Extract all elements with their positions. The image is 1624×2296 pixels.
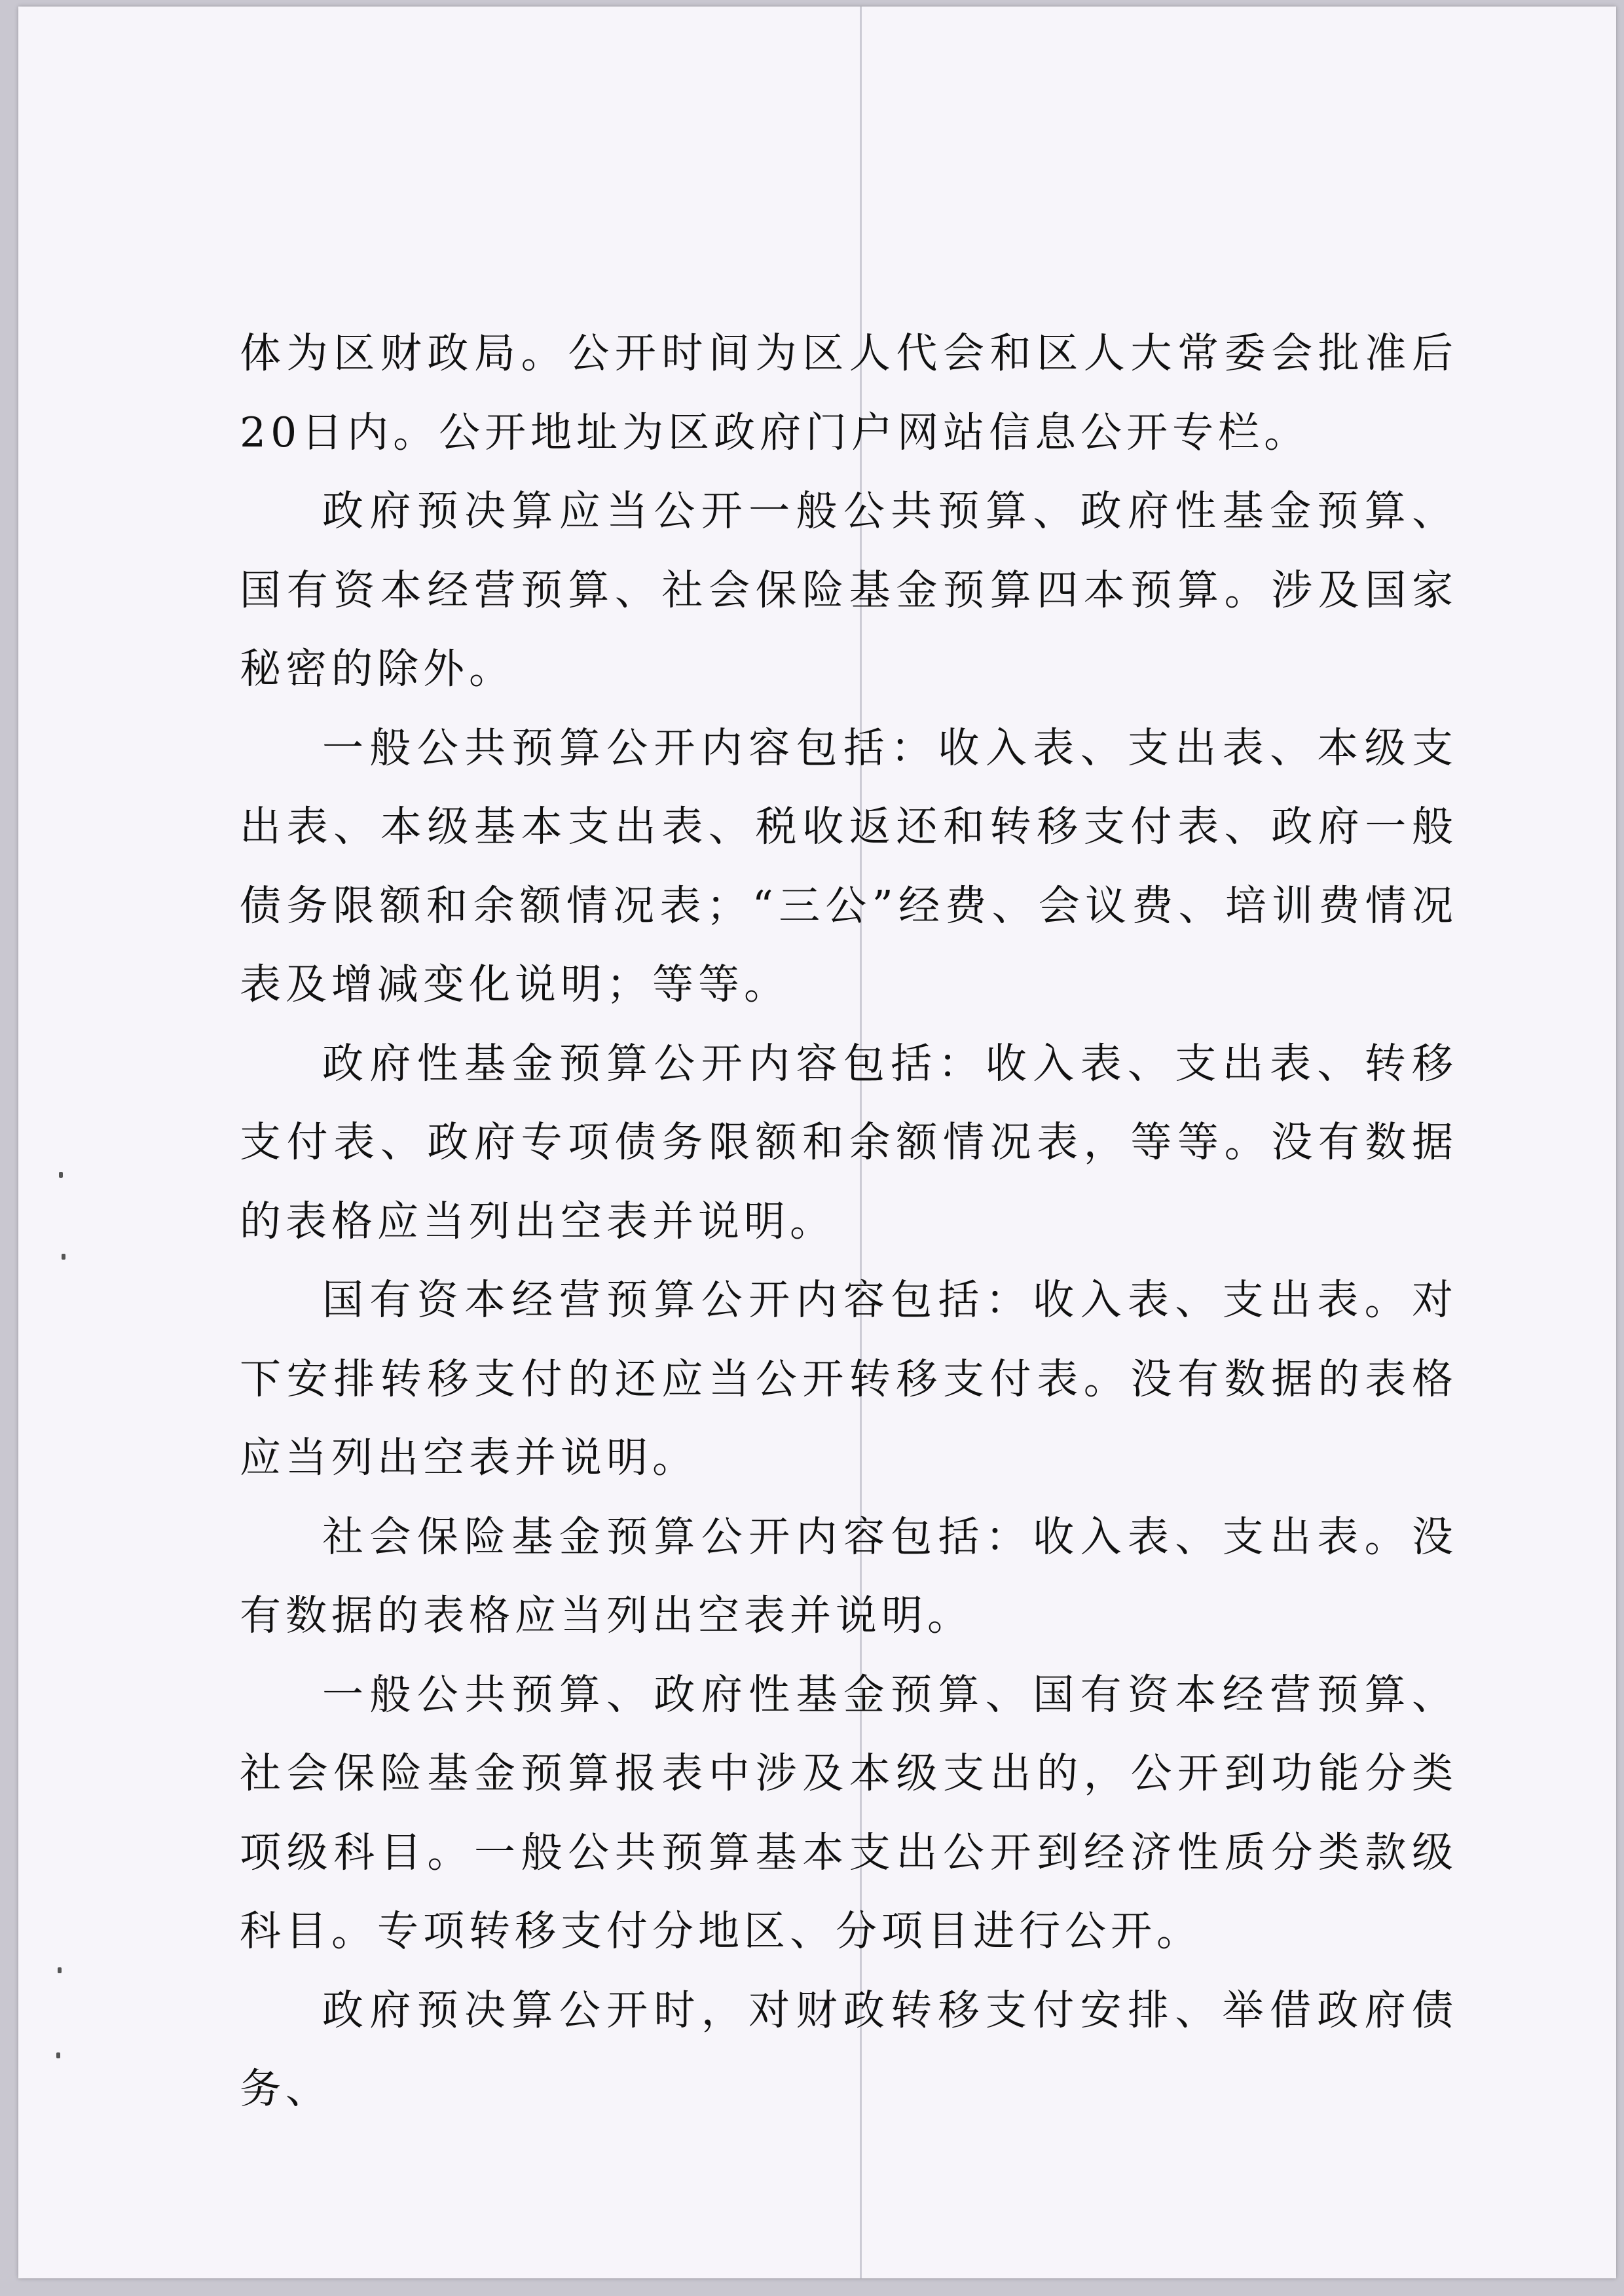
paragraph-disclosure-explanation: 政府预决算公开时，对财政转移支付安排、举借政府债务、 xyxy=(240,1986,1458,2113)
paragraph-government-fund-budget: 政府性基金预算公开内容包括：收入表、支出表、转移支付表、政府专项债务限额和余额情况表，等等。没有数据的表格应当列出空表并说明。 xyxy=(240,1039,1458,1245)
binding-hole-mark xyxy=(59,1172,63,1178)
scanned-page xyxy=(18,7,1616,2278)
binding-hole-mark xyxy=(58,1967,62,1973)
paragraph-disclosure-level: 一般公共预算、政府性基金预算、国有资本经营预算、社会保险基金预算报表中涉及本级支出的，公开到功能分类项级科目。一般公共预算基本支出公开到经济性质分类款级科目。专项转移支付分地区、分项目进行公开。 xyxy=(240,1670,1458,1955)
paragraph-social-insurance-budget: 社会保险基金预算公开内容包括：收入表、支出表。没有数据的表格应当列出空表并说明。 xyxy=(240,1512,1458,1639)
body-text xyxy=(240,314,1458,2129)
binding-hole-mark xyxy=(62,1254,65,1260)
paragraph-state-capital-budget: 国有资本经营预算公开内容包括：收入表、支出表。对下安排转移支付的还应当公开转移支付表。没有数据的表格应当列出空表并说明。 xyxy=(240,1276,1458,1482)
binding-hole-mark xyxy=(56,2052,60,2058)
paragraph-publication-info: 体为区财政局。公开时间为区人代会和区人大常委会批准后20日内。公开地址为区政府门户网站信息公开专栏。 xyxy=(240,329,1458,456)
paragraph-general-public-budget: 一般公共预算公开内容包括：收入表、支出表、本级支出表、本级基本支出表、税收返还和转移支付表、政府一般债务限额和余额情况表；“三公”经费、会议费、培训费情况表及增减变化说明；等等。 xyxy=(240,723,1458,1008)
paragraph-four-budgets: 政府预决算应当公开一般公共预算、政府性基金预算、国有资本经营预算、社会保险基金预算四本预算。涉及国家秘密的除外。 xyxy=(240,487,1458,693)
